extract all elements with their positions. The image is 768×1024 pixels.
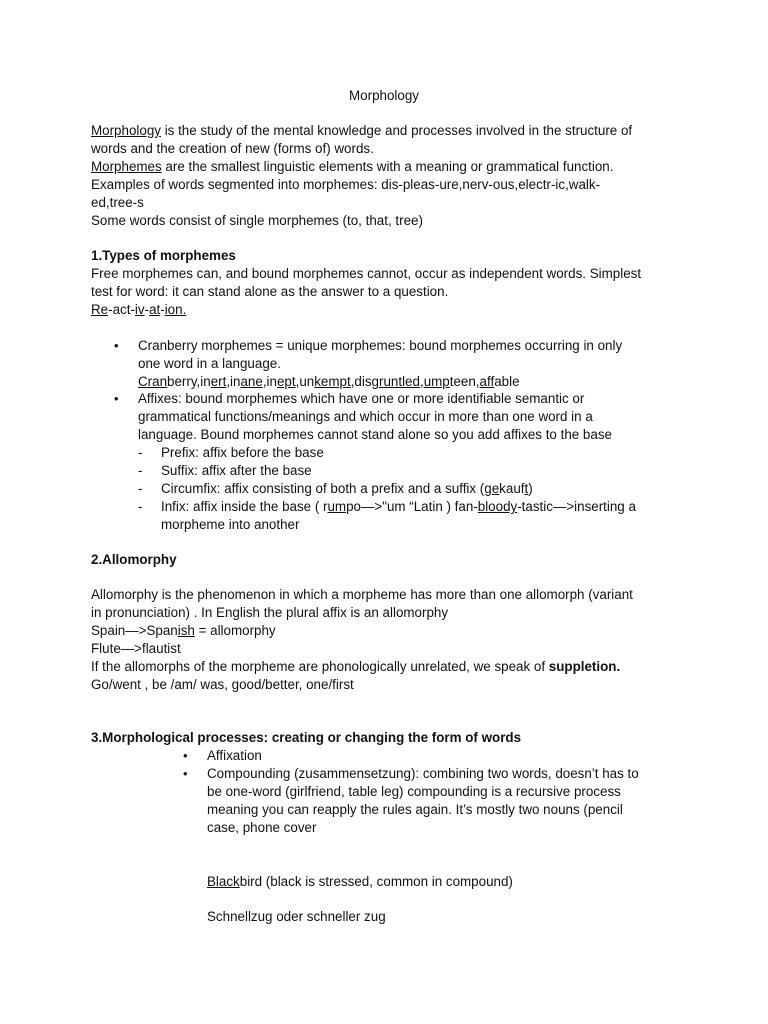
text: are the smallest linguistic elements with a meaning or grammatical function. [161, 159, 614, 174]
list-line: one word in a language. [138, 356, 281, 371]
section-line [91, 658, 691, 676]
seg: ane [240, 374, 263, 389]
seg: Spain—>Span [91, 623, 178, 638]
seg: able [494, 374, 520, 389]
seg: - [160, 302, 165, 317]
cranberry-examples [138, 373, 683, 391]
term-morphology: Morphology [91, 123, 161, 138]
seg: If the allomorphs of the morpheme are phonologically unrelated, we speak of [91, 659, 549, 674]
list-item-cranberry [114, 337, 683, 391]
section-line: Free morphemes can, and bound morphemes cannot, occur as independent words. Simplest [91, 266, 642, 281]
seg: ge [484, 481, 500, 496]
seg: aff [479, 374, 495, 389]
seg: bloody [477, 499, 518, 514]
seg: = allomorphy [194, 623, 276, 638]
list-item-affixation [183, 747, 677, 765]
seg: - [144, 302, 150, 317]
seg: ,in [226, 374, 241, 389]
seg: ert [210, 374, 227, 389]
section-line [91, 622, 691, 640]
intro-line: Examples of words segmented into morphemes: dis-pleas-ure,nerv-ous,electr-ic,walk- [91, 177, 601, 192]
dash-glyph: - [138, 445, 143, 460]
dash-text: morpheme into another [161, 517, 300, 532]
section-heading: 3.Morphological processes: creating or changing the form of words [91, 730, 522, 745]
example-line [207, 873, 677, 891]
seg: ump [423, 374, 450, 389]
list-line: meaning you can reapply the rules again. It’s mostly two nouns (pencil [207, 802, 623, 817]
intro-line [91, 122, 681, 140]
seg: po—>"um “Latin ) fan- [346, 499, 478, 514]
affix-types-list [138, 444, 683, 534]
section-types-of-morphemes [91, 247, 681, 319]
seg: -act- [108, 302, 135, 317]
intro-line: ed,tree-s [91, 195, 144, 210]
section-line: Flute—>flautist [91, 641, 181, 656]
intro-line: words and the creation of new (forms of) words. [91, 141, 374, 156]
schnellzug-example [207, 908, 677, 926]
intro-line [91, 158, 681, 176]
section-allomorphy-heading [91, 551, 681, 569]
seg: , [419, 374, 424, 389]
text: is the study of the mental knowledge and processes involved in the structure of [160, 123, 633, 138]
seg: t [524, 481, 529, 496]
list-line: Affixation [207, 748, 262, 763]
dash-text: Prefix: affix before the base [161, 445, 324, 460]
seg: Cran [138, 374, 168, 389]
dash-item-circumfix [138, 480, 683, 498]
seg: gruntled [371, 374, 420, 389]
intro-line: Some words consist of single morphemes (to, that, tree) [91, 213, 423, 228]
seg: teen, [449, 374, 480, 389]
dash-text: Circumfix: affix consisting of both a prefix and a suffix ( [161, 481, 485, 496]
seg: kauf [499, 481, 525, 496]
list-item-affixes [114, 390, 683, 444]
section-line: in pronunciation) . In English the plural affix is an allomorphy [91, 605, 449, 620]
seg: iv [134, 302, 145, 317]
seg: berry,in [167, 374, 211, 389]
seg: ,un [295, 374, 315, 389]
seg: bird (black is stressed, common in compound) [239, 874, 513, 889]
list-line: grammatical functions/meanings and which occur in more than one word in a [138, 409, 593, 424]
section-morphological-processes [91, 729, 711, 747]
seg: ept [276, 374, 296, 389]
section-line: Allomorphy is the phenomenon in which a morpheme has more than one allomorph (variant [91, 587, 633, 602]
seg: -tastic—>inserting a [517, 499, 636, 514]
dash-item-prefix [138, 444, 683, 462]
list-line: be one-word (girlfriend, table leg) compounding is a recursive process [207, 784, 621, 799]
dash-glyph: - [138, 499, 143, 514]
list-line: Compounding (zusammensetzung): combining two words, doesn’t has to [207, 766, 639, 781]
bullet-icon: • [183, 766, 188, 781]
seg: Black [207, 874, 240, 889]
list-item-compounding [183, 765, 677, 837]
seg: ,in [262, 374, 277, 389]
section-heading: 2.Allomorphy [91, 552, 177, 567]
list-line: Affixes: bound morphemes which have one or more identifiable semantic or [138, 391, 585, 406]
bullet-icon: • [114, 391, 119, 406]
seg: ) [528, 481, 533, 496]
list-line: language. Bound morphemes cannot stand alone so you add affixes to the base [138, 427, 612, 442]
seg: ,dis [350, 374, 372, 389]
section-line: Go/went , be /am/ was, good/better, one/first [91, 677, 354, 692]
section-heading: 1.Types of morphemes [91, 248, 236, 263]
seg: kempt [314, 374, 351, 389]
section-line: test for word: it can stand alone as the answer to a question. [91, 284, 449, 299]
list-line: Cranberry morphemes = unique morphemes: bound morphemes occurring in only [138, 338, 623, 353]
dash-item-suffix [138, 462, 683, 480]
term-morphemes: Morphemes [91, 159, 162, 174]
seg: Re [91, 302, 109, 317]
page-title: Morphology [349, 88, 419, 103]
section-allomorphy [91, 586, 691, 694]
term-suppletion: suppletion. [548, 659, 621, 674]
seg: at [149, 302, 161, 317]
intro-paragraph [91, 122, 681, 230]
example-line: Schnellzug oder schneller zug [207, 909, 386, 924]
list-line: case, phone cover [207, 820, 317, 835]
seg: ion. [164, 302, 187, 317]
blackbird-example [207, 873, 677, 891]
dash-text: Infix: affix inside the base ( r [161, 499, 328, 514]
seg: ish [177, 623, 195, 638]
bullet-icon: • [114, 338, 119, 353]
dash-glyph: - [138, 481, 143, 496]
dash-item-infix [138, 498, 683, 534]
dash-glyph: - [138, 463, 143, 478]
segmentation-example [91, 301, 681, 319]
bullet-icon: • [183, 748, 188, 763]
seg: um [327, 499, 347, 514]
dash-text: Suffix: affix after the base [161, 463, 312, 478]
